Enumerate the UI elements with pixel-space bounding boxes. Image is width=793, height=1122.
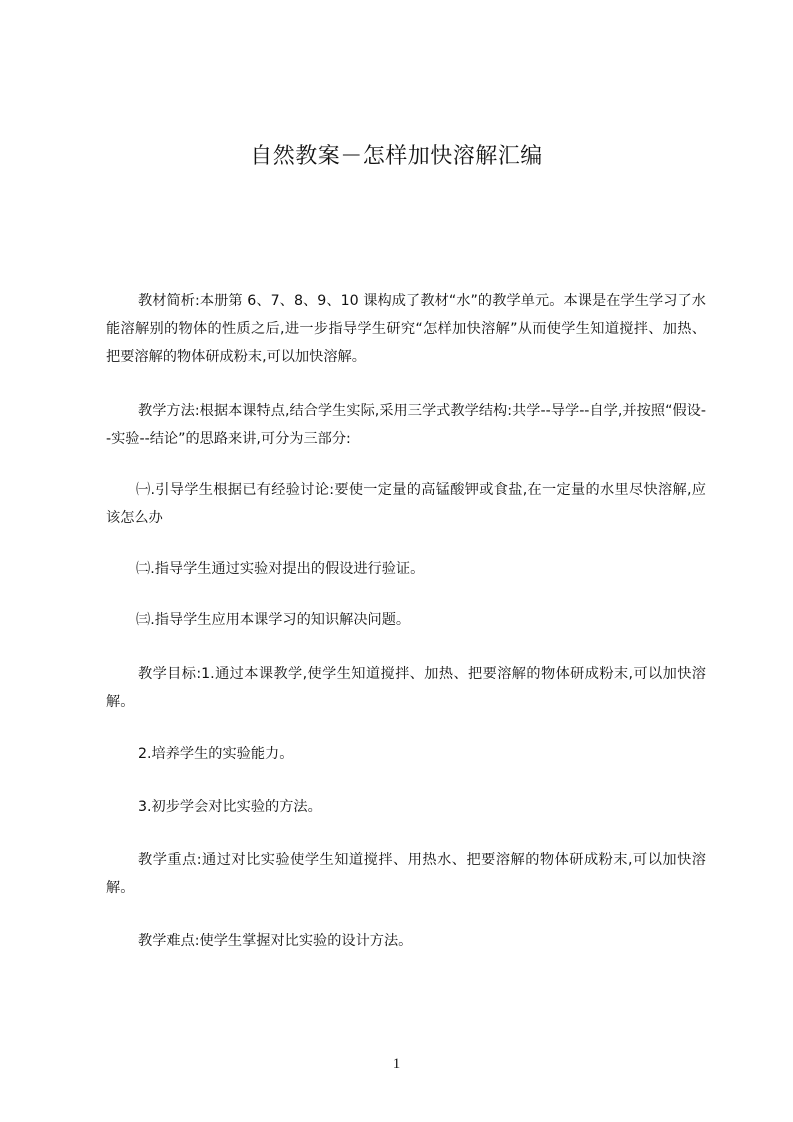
paragraph-part-one: ㈠.引导学生根据已有经验讨论:要使一定量的高锰酸钾或食盐,在一定量的水里尽快溶解,应该怎么办 (106, 482, 706, 526)
paragraph-textbook-analysis: 教材简析:本册第 6、7、8、9、10 课构成了教材“水”的教学单元。本课是在学生学习了水能溶解别的物体的性质之后,进一步指导学生研究“怎样加快溶解”从而使学生知道搅拌、加热、把要溶解的物体研成粉末,可以加快溶解。 (106, 293, 706, 365)
paragraph-teaching-goals: 教学目标:1.通过本课教学,使学生知道搅拌、加热、把要溶解的物体研成粉末,可以加快溶解。 (106, 666, 706, 710)
paragraph-part-three: ㈢.指导学生应用本课学习的知识解决问题。 (136, 612, 411, 628)
paragraph-difficult-points: 教学难点:使学生掌握对比实验的设计方法。 (138, 933, 413, 949)
paragraph-goal-two: 2.培养学生的实验能力。 (138, 746, 294, 762)
paragraph-teaching-method: 教学方法:根据本课特点,结合学生实际,采用三学式教学结构:共学--导学--自学,并按照“假设--实验--结论”的思路来讲,可分为三部分: (106, 403, 706, 447)
page-number: 1 (392, 1056, 401, 1072)
paragraph-part-two: ㈡.指导学生通过实验对提出的假设进行验证。 (136, 561, 425, 577)
paragraph-key-points: 教学重点:通过对比实验使学生知道搅拌、用热水、把要溶解的物体研成粉末,可以加快溶解。 (106, 852, 706, 896)
page-title: 自然教案－怎样加快溶解汇编 (250, 144, 543, 169)
paragraph-goal-three: 3.初步学会对比实验的方法。 (138, 799, 322, 815)
